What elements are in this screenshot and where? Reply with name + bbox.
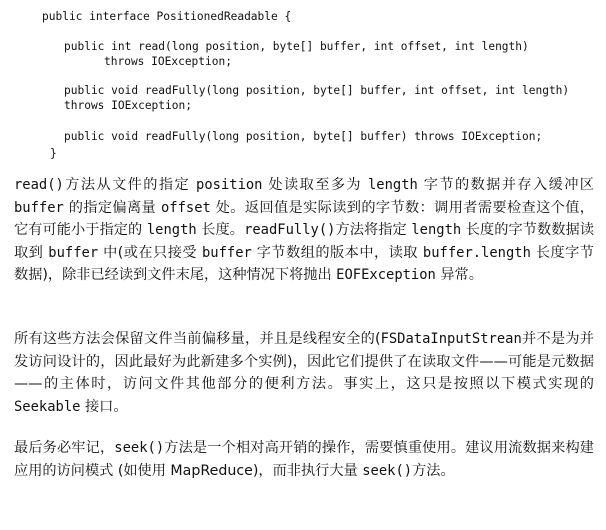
code-read-throws: throws IOException; xyxy=(104,55,232,68)
code-ref-read: read() xyxy=(14,177,64,193)
code-readfully-buffer-signature: public void readFully(long position, byte[] buffer) throws IOException; xyxy=(64,130,543,143)
paragraph-text: 并不是为并发访问设计的，因此最好为此新建多个实例)，因此它们提供了在读取文件——可能是元数据——的主体时，访问文件其他部分的便利方法。事实上，这只是按照以下模式实现的 xyxy=(14,331,594,393)
code-ref-seek: seek() xyxy=(114,440,165,456)
paragraph-text: 所有这些方法会保留文件当前偏移量，并且是线程安全的( xyxy=(14,331,381,347)
code-closing-brace: } xyxy=(50,147,57,160)
paragraph-text: 长度字节数据)，除非已经读到文件末尾，这种情况下将抛出 xyxy=(14,244,594,284)
code-ref-length: length xyxy=(367,177,418,193)
code-ref-eofexception: EOFException xyxy=(336,267,436,284)
paragraph-text: 最后务必牢记， xyxy=(14,440,115,456)
paragraph-text: 字节数组的版本中，读取 xyxy=(251,244,423,261)
code-readfully-throws: throws IOException; xyxy=(64,99,192,112)
paragraph-text: 异常。 xyxy=(435,267,483,284)
paragraph-text: 的指定偏离量 xyxy=(63,199,161,216)
code-ref-buffer: buffer xyxy=(48,244,99,261)
paragraph-seek-cost xyxy=(14,437,594,482)
code-ref-buffer: buffer xyxy=(201,244,252,261)
code-ref-length: length xyxy=(411,222,462,239)
paragraph-text: 接口。 xyxy=(80,398,128,415)
paragraph-thread-safety xyxy=(14,328,594,418)
code-ref-fsdatainputstream: FSDataInputStrean xyxy=(380,331,522,347)
paragraph-text: 中(或在只接受 xyxy=(98,244,202,261)
code-ref-buffer-length: buffer.length xyxy=(422,244,531,261)
code-ref-position: position xyxy=(196,177,263,193)
paragraph-text: 方法。 xyxy=(412,462,455,479)
code-readfully-signature: public void readFully(long position, byte[] buffer, int offset, int length) xyxy=(64,84,570,97)
code-ref-readfully: readFully() xyxy=(244,222,336,239)
paragraph-text: 长度的字节数数据读取到 xyxy=(14,222,595,261)
paragraph-text: 处。返回值是实际读到的字节数：调用者需要检查这个值，它有可能小于指定的 xyxy=(14,199,594,239)
code-interface-declaration: public interface PositionedReadable { xyxy=(42,10,292,23)
paragraph-text: 方法是一个相对高开销的操作，需要慎重使用。建议用流数据来构建应用的访问模式 (如使用 MapReduce)，而非执行大量 xyxy=(14,440,594,479)
paragraph-text: 长度。 xyxy=(196,222,245,239)
paragraph-text: 方法从文件的指定 xyxy=(63,177,197,193)
code-ref-seek: seek() xyxy=(362,462,413,479)
code-ref-offset: offset xyxy=(161,199,211,216)
code-read-signature: public int read(long position, byte[] buffer, int offset, int length) xyxy=(64,40,529,53)
code-ref-length: length xyxy=(146,222,197,239)
code-ref-buffer: buffer xyxy=(14,199,64,216)
paragraph-text: 处读取至多为 xyxy=(262,177,368,193)
paragraph-text: 字节的数据并存入缓冲区 xyxy=(417,177,594,193)
paragraph-text: 方法将指定 xyxy=(335,222,412,239)
paragraph-read-methods xyxy=(14,174,594,287)
code-ref-seekable: Seekable xyxy=(14,398,81,415)
